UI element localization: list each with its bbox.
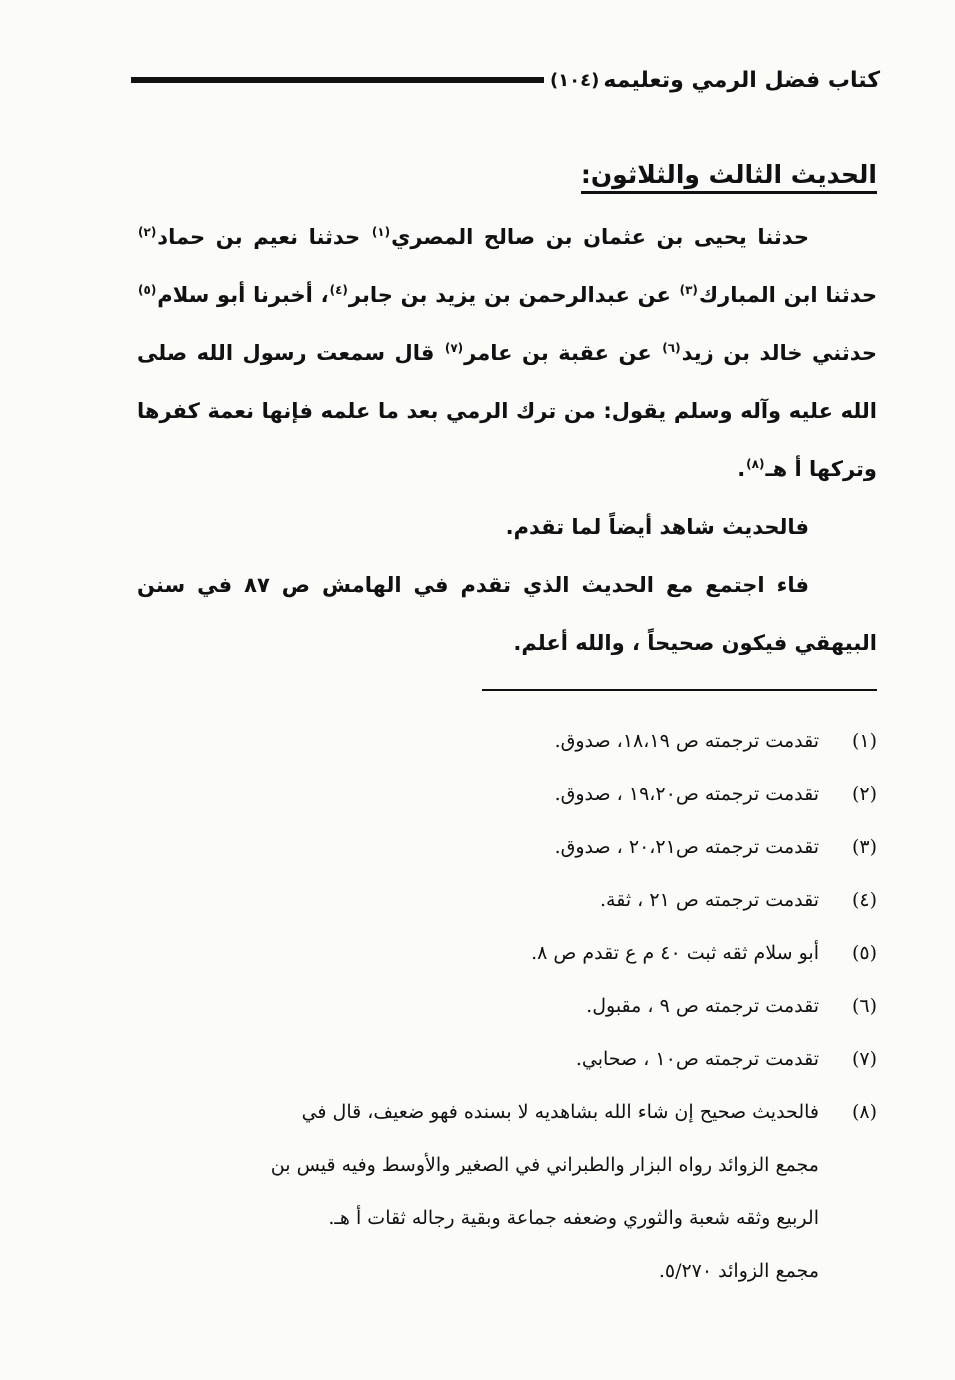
footnote-text: مجمع الزوائد رواه البزار والطبراني في الصغير والأوسط وفيه قيس بن (270, 1154, 819, 1176)
footnote-item (137, 980, 877, 1033)
footnote-number: (٣) (851, 836, 877, 858)
footnote-number: (٧) (851, 1048, 877, 1070)
main-text (137, 208, 877, 672)
footnote-ref[interactable]: (٧) (444, 341, 464, 355)
footnote-ref[interactable]: (٥) (138, 283, 157, 297)
footnote-number: (٢) (851, 783, 877, 805)
footnote-text: أبو سلام ثقه ثبت ٤٠ م ع تقدم ص ٨. (531, 942, 819, 964)
text-run: ، أخبرنا أبو سلام (157, 283, 329, 307)
footnote-divider (482, 689, 877, 691)
text-run: عن عقبة بن عامر (464, 341, 662, 365)
footnote-ref[interactable]: (٣) (679, 283, 698, 297)
footnote-ref[interactable]: (٢) (138, 225, 157, 239)
footnote-item (137, 768, 877, 821)
commentary-paragraph: فالحديث شاهد أيضاً لما تقدم. (505, 515, 809, 539)
section-title: الحديث الثالث والثلاثون: (581, 160, 877, 194)
footnote-item (137, 874, 877, 927)
text-run: . (737, 457, 746, 481)
commentary-paragraph: فاء اجتمع مع الحديث الذي تقدم في الهامش ص ٨٧ في سنن البيهقي فيكون صحيحاً ، والله أعلم. (137, 573, 877, 655)
hadith-paragraph (137, 208, 877, 498)
footnote-text: تقدمت ترجمته ص ٩ ، مقبول. (586, 995, 819, 1017)
footnote-ref[interactable]: (٤) (329, 283, 348, 297)
footnote-item (137, 1086, 877, 1298)
footnote-number: (٤) (851, 889, 877, 911)
footnote-number: (٨) (851, 1101, 877, 1123)
text-run: حدثنا نعيم بن حماد (157, 225, 371, 249)
book-title: كتاب فضل الرمي وتعليمه (603, 67, 880, 93)
footnote-text: تقدمت ترجمته ص٢٠،٢١ ، صدوق. (554, 836, 819, 858)
footnote-ref[interactable]: (٦) (662, 341, 681, 355)
footnote-number: (٦) (851, 995, 877, 1017)
footnote-number: (٥) (851, 942, 877, 964)
footnote-text: تقدمت ترجمته ص ٢١ ، ثقة. (600, 889, 819, 911)
footnote-item (137, 715, 877, 768)
page-number: (١٠٤) (549, 69, 600, 91)
footnote-text: تقدمت ترجمته ص ١٨،١٩، صدوق. (554, 730, 819, 752)
footnote-number: (١) (851, 730, 877, 752)
running-header (125, 60, 880, 100)
footnote-text: فالحديث صحيح إن شاء الله بشاهديه لا بسنده فهو ضعيف، قال في (301, 1101, 819, 1123)
text-run: حدثنا ابن المبارك (698, 283, 878, 307)
text-run: قال سمعت رسول الله صلى الله عليه وآله وسلم يقول: من ترك الرمي بعد ما علمه فإنها نعمة كفرها وتركها أ هـ (137, 341, 877, 481)
footnote-text: تقدمت ترجمته ص١٩،٢٠ ، صدوق. (554, 783, 819, 805)
footnotes (137, 715, 877, 1298)
footnote-item (137, 1033, 877, 1086)
footnote-text: الربيع وثقه شعبة والثوري وضعفه جماعة وبقية رجاله ثقات أ هـ. (328, 1207, 819, 1229)
text-run: حدثنا يحيى بن عثمان بن صالح المصري (391, 225, 809, 249)
header-rule (131, 77, 544, 83)
footnote-ref[interactable]: (٨) (746, 457, 765, 471)
text-run: حدثني خالد بن زيد (681, 341, 878, 365)
footnote-item (137, 927, 877, 980)
footnote-ref[interactable]: (١) (371, 225, 391, 239)
text-run: عن عبدالرحمن بن يزيد بن جابر (348, 283, 679, 307)
footnote-text: مجمع الزوائد ٥/٢٧٠. (658, 1260, 819, 1282)
footnote-text: تقدمت ترجمته ص١٠ ، صحابي. (575, 1048, 819, 1070)
footnote-item (137, 821, 877, 874)
